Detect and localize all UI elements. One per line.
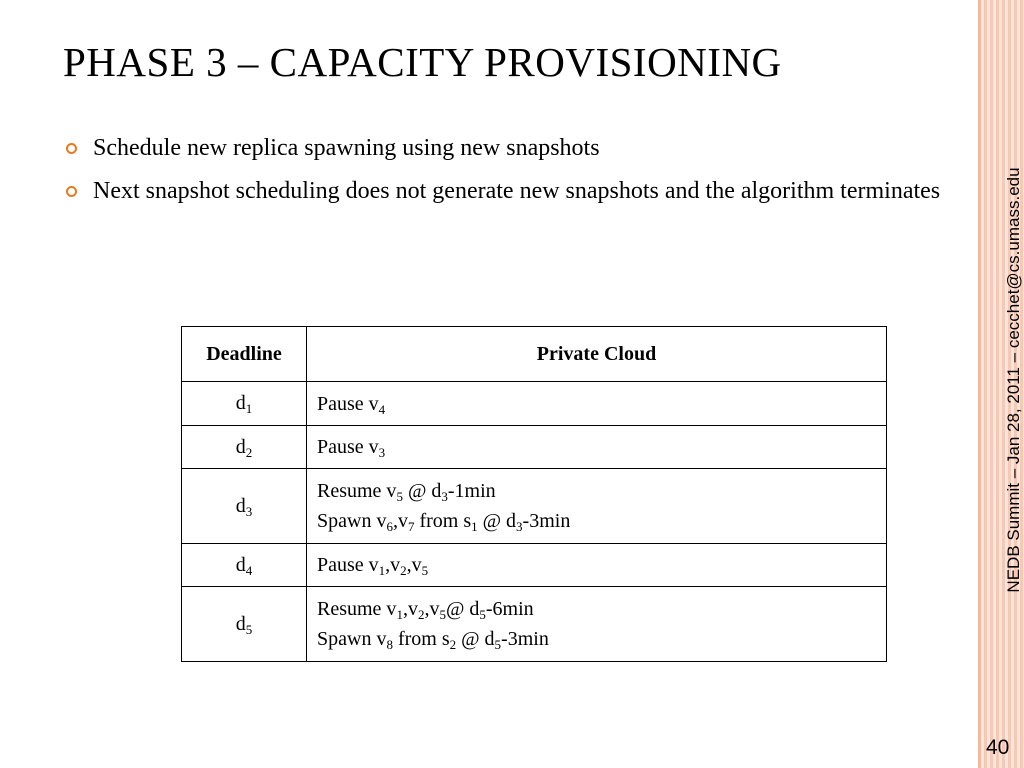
text-segment: Resume v <box>317 480 397 502</box>
text-segment: ,v <box>406 554 422 576</box>
text-segment: d <box>235 553 246 576</box>
deadline-cell <box>182 382 307 426</box>
subscript: 2 <box>245 444 253 460</box>
text-segment: -6min <box>485 598 534 620</box>
bullet-text: Schedule new replica spawning using new snapshots <box>93 135 600 161</box>
bullet-circle-icon <box>66 186 77 197</box>
action-cell <box>307 382 887 426</box>
subscript: 1 <box>471 519 478 534</box>
text-segment: -3min <box>501 628 549 650</box>
action-line <box>317 550 876 580</box>
deadline-cell <box>182 544 307 587</box>
text-segment: ,v <box>385 554 401 576</box>
action-line <box>317 432 876 462</box>
subscript: 2 <box>449 637 457 652</box>
action-cell <box>307 426 887 469</box>
decorative-band-edge <box>978 0 981 768</box>
subscript: 5 <box>439 607 446 622</box>
subscript: 4 <box>245 562 253 578</box>
subscript: 5 <box>479 607 486 622</box>
subscript: 2 <box>417 607 425 622</box>
subscript: 5 <box>421 563 429 578</box>
bullet-text: Next snapshot scheduling does not generate new snapshots and the algorithm terminates <box>93 178 941 204</box>
action-cell <box>307 544 887 587</box>
text-segment: Pause v <box>317 392 379 415</box>
text-segment: @ d <box>477 510 517 532</box>
subscript: 1 <box>245 401 253 416</box>
bullet-item <box>63 132 943 165</box>
text-segment: Pause v <box>317 436 379 458</box>
deadline-cell <box>182 426 307 469</box>
action-line <box>317 624 876 654</box>
subscript: 2 <box>400 563 407 578</box>
deadline-cell <box>182 587 307 662</box>
text-segment: d <box>235 435 246 458</box>
subscript: 1 <box>396 607 403 622</box>
action-line <box>317 389 876 419</box>
subscript: 3 <box>441 489 448 504</box>
slide-title: PHASE 3 – CAPACITY PROVISIONING <box>63 39 782 85</box>
bullet-circle-icon <box>66 143 77 154</box>
side-footer-text: NEDB Summit – Jan 28, 2011 – cecchet@cs.umass.edu <box>1004 167 1023 593</box>
text-segment: Spawn v <box>317 628 387 650</box>
text-segment: from s <box>392 628 450 650</box>
subscript: 5 <box>494 637 502 652</box>
table-row <box>182 382 887 426</box>
text-segment: @ d <box>445 598 480 620</box>
header-private-cloud: Private Cloud <box>307 327 887 382</box>
text-segment: Pause v <box>317 554 379 576</box>
text-segment: d <box>235 612 246 635</box>
text-segment: Spawn v <box>317 510 387 532</box>
action-line <box>317 476 876 506</box>
table-header-row <box>182 327 887 382</box>
table-row <box>182 544 887 587</box>
action-line <box>317 506 876 536</box>
text-segment: @ d <box>456 628 495 650</box>
text-segment: -3min <box>522 510 571 532</box>
text-segment: d <box>235 392 246 414</box>
bullet-list <box>63 132 943 218</box>
text-segment: -1min <box>447 480 496 502</box>
subscript: 3 <box>516 519 523 534</box>
text-segment: ,v <box>402 598 418 620</box>
subscript: 1 <box>378 563 386 578</box>
text-segment: from s <box>414 510 472 532</box>
action-cell <box>307 469 887 544</box>
subscript: 3 <box>378 445 386 460</box>
subscript: 5 <box>396 489 403 504</box>
subscript: 3 <box>245 503 253 519</box>
text-segment: Resume v <box>317 598 397 620</box>
subscript: 7 <box>407 519 415 534</box>
deadline-cell <box>182 469 307 544</box>
table-row <box>182 587 887 662</box>
table-row <box>182 469 887 544</box>
action-cell <box>307 587 887 662</box>
action-line <box>317 594 876 624</box>
subscript: 6 <box>386 519 393 534</box>
header-deadline: Deadline <box>182 327 307 382</box>
text-segment: @ d <box>402 480 442 502</box>
text-segment: d <box>235 494 246 517</box>
subscript: 4 <box>378 401 386 417</box>
text-segment: ,v <box>424 598 440 620</box>
bullet-item <box>63 175 943 208</box>
subscript: 8 <box>386 637 393 652</box>
table-row <box>182 426 887 469</box>
text-segment: ,v <box>392 510 408 532</box>
subscript: 5 <box>245 621 253 637</box>
schedule-table <box>181 326 887 662</box>
page-number: 40 <box>986 736 1010 759</box>
